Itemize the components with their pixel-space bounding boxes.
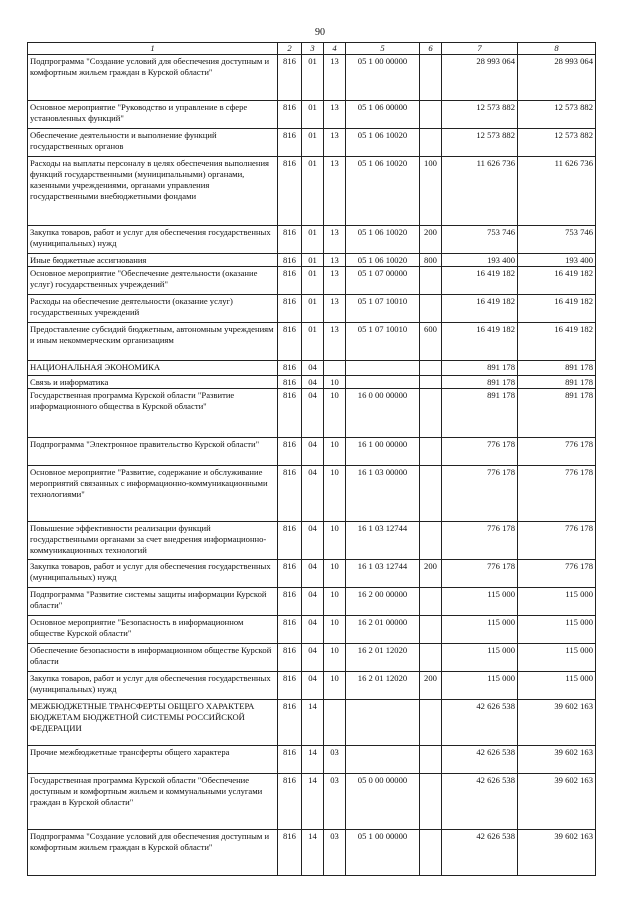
row-target-article: 16 1 03 00000: [346, 466, 420, 522]
row-section: 01: [302, 267, 324, 295]
page-number: 90: [315, 27, 325, 38]
row-code: 816: [278, 157, 302, 226]
row-section: 01: [302, 55, 324, 101]
table-row: [28, 774, 596, 830]
row-expense-type: [420, 774, 442, 830]
table-row: [28, 226, 596, 254]
row-expense-type: [420, 588, 442, 616]
row-subsection: 10: [324, 389, 346, 438]
table-row: [28, 560, 596, 588]
row-name: НАЦИОНАЛЬНАЯ ЭКОНОМИКА: [28, 361, 278, 376]
row-amount-2: 776 178: [518, 522, 596, 560]
row-amount-1: 28 993 064: [442, 55, 518, 101]
row-amount-2: 39 602 163: [518, 746, 596, 774]
row-target-article: 16 1 03 12744: [346, 560, 420, 588]
table-row: [28, 588, 596, 616]
row-code: 816: [278, 389, 302, 438]
row-subsection: [324, 700, 346, 746]
row-section: 14: [302, 830, 324, 876]
row-subsection: 13: [324, 295, 346, 323]
row-amount-2: 115 000: [518, 644, 596, 672]
row-section: 04: [302, 361, 324, 376]
row-target-article: 16 2 01 12020: [346, 644, 420, 672]
row-target-article: 05 1 00 00000: [346, 830, 420, 876]
table-row: [28, 466, 596, 522]
row-amount-2: 39 602 163: [518, 700, 596, 746]
row-target-article: 16 2 01 00000: [346, 616, 420, 644]
row-expense-type: 200: [420, 226, 442, 254]
table-row: [28, 129, 596, 157]
row-target-article: [346, 746, 420, 774]
column-header: 1: [28, 43, 278, 55]
row-section: 14: [302, 746, 324, 774]
column-header: 4: [324, 43, 346, 55]
row-name: Обеспечение деятельности и выполнение функций государственных органов: [28, 129, 278, 157]
row-expense-type: 600: [420, 323, 442, 361]
header-row: [28, 43, 596, 55]
row-name: Закупка товаров, работ и услуг для обеспечения государственных (муниципальных) нужд: [28, 226, 278, 254]
row-subsection: 13: [324, 101, 346, 129]
row-section: 04: [302, 438, 324, 466]
row-subsection: 03: [324, 830, 346, 876]
row-amount-1: 42 626 538: [442, 700, 518, 746]
table-row: [28, 389, 596, 438]
table-row: [28, 295, 596, 323]
row-subsection: 10: [324, 644, 346, 672]
row-target-article: 16 1 00 00000: [346, 438, 420, 466]
row-amount-1: 115 000: [442, 672, 518, 700]
row-target-article: 16 2 01 12020: [346, 672, 420, 700]
row-amount-1: 12 573 882: [442, 101, 518, 129]
row-expense-type: [420, 644, 442, 672]
row-code: 816: [278, 295, 302, 323]
row-subsection: 13: [324, 267, 346, 295]
row-amount-1: 193 400: [442, 254, 518, 267]
table-row: [28, 830, 596, 876]
row-target-article: 05 1 06 10020: [346, 254, 420, 267]
table-row: [28, 746, 596, 774]
row-expense-type: [420, 746, 442, 774]
table-row: [28, 157, 596, 226]
row-code: 816: [278, 830, 302, 876]
row-name: Государственная программа Курской области "Обеспечение доступным и комфортным жильем и коммунальными услугами граждан в Курской области": [28, 774, 278, 830]
column-header: 5: [346, 43, 420, 55]
row-name: Подпрограмма "Создание условий для обеспечения доступным и комфортным жильем граждан в Курской области": [28, 55, 278, 101]
row-amount-1: 115 000: [442, 644, 518, 672]
row-name: Основное мероприятие "Развитие, содержание и обслуживание мероприятий связанных с информационно-коммуникационными технологиями": [28, 466, 278, 522]
row-amount-2: 115 000: [518, 588, 596, 616]
row-expense-type: [420, 522, 442, 560]
row-amount-1: 16 419 182: [442, 267, 518, 295]
row-amount-2: 12 573 882: [518, 101, 596, 129]
row-expense-type: [420, 55, 442, 101]
row-amount-1: 891 178: [442, 389, 518, 438]
row-code: 816: [278, 267, 302, 295]
row-expense-type: [420, 830, 442, 876]
row-name: Связь и информатика: [28, 376, 278, 389]
column-header: 6: [420, 43, 442, 55]
table-row: [28, 254, 596, 267]
row-amount-2: 891 178: [518, 361, 596, 376]
row-expense-type: 100: [420, 157, 442, 226]
row-subsection: 10: [324, 588, 346, 616]
row-amount-1: 16 419 182: [442, 295, 518, 323]
row-target-article: 05 1 07 10010: [346, 323, 420, 361]
row-amount-2: 12 573 882: [518, 129, 596, 157]
row-target-article: [346, 700, 420, 746]
row-subsection: 10: [324, 616, 346, 644]
row-amount-2: 39 602 163: [518, 830, 596, 876]
row-section: 04: [302, 672, 324, 700]
row-code: 816: [278, 323, 302, 361]
row-subsection: 03: [324, 746, 346, 774]
row-target-article: 05 1 06 10020: [346, 129, 420, 157]
row-amount-1: 753 746: [442, 226, 518, 254]
row-subsection: 10: [324, 466, 346, 522]
row-code: 816: [278, 700, 302, 746]
row-target-article: 05 1 06 10020: [346, 157, 420, 226]
table-row: [28, 361, 596, 376]
table-row: [28, 700, 596, 746]
table-row: [28, 101, 596, 129]
row-target-article: [346, 376, 420, 389]
row-amount-2: 776 178: [518, 438, 596, 466]
row-code: 816: [278, 672, 302, 700]
row-amount-2: 891 178: [518, 376, 596, 389]
row-target-article: 05 1 07 10010: [346, 295, 420, 323]
row-expense-type: [420, 438, 442, 466]
row-code: 816: [278, 361, 302, 376]
row-expense-type: [420, 129, 442, 157]
row-section: 01: [302, 295, 324, 323]
row-subsection: 03: [324, 774, 346, 830]
row-name: Основное мероприятие "Безопасность в информационном обществе Курской области": [28, 616, 278, 644]
row-code: 816: [278, 438, 302, 466]
row-amount-1: 12 573 882: [442, 129, 518, 157]
row-code: 816: [278, 466, 302, 522]
row-section: 04: [302, 644, 324, 672]
budget-table: [27, 42, 596, 876]
row-code: 816: [278, 55, 302, 101]
row-subsection: 13: [324, 157, 346, 226]
row-amount-1: 891 178: [442, 376, 518, 389]
row-section: 04: [302, 376, 324, 389]
row-name: Предоставление субсидий бюджетным, автономным учреждениям и иным некоммерческим организациям: [28, 323, 278, 361]
row-expense-type: [420, 267, 442, 295]
row-amount-2: 16 419 182: [518, 323, 596, 361]
row-amount-1: 115 000: [442, 588, 518, 616]
row-amount-1: 776 178: [442, 438, 518, 466]
row-expense-type: [420, 389, 442, 438]
row-name: Расходы на выплаты персоналу в целях обеспечения выполнения функций государственными (муниципальными) органами, казенными учреждениями, органами управления государственными внебюджетными фондами: [28, 157, 278, 226]
row-code: 816: [278, 746, 302, 774]
row-expense-type: 800: [420, 254, 442, 267]
table-row: [28, 616, 596, 644]
row-amount-2: 776 178: [518, 560, 596, 588]
row-target-article: [346, 361, 420, 376]
row-amount-2: 39 602 163: [518, 774, 596, 830]
row-name: Основное мероприятие "Обеспечение деятельности (оказание услуг) государственных учреждений": [28, 267, 278, 295]
row-section: 01: [302, 101, 324, 129]
row-amount-1: 891 178: [442, 361, 518, 376]
table-row: [28, 55, 596, 101]
row-section: 01: [302, 254, 324, 267]
row-amount-2: 16 419 182: [518, 295, 596, 323]
row-code: 816: [278, 129, 302, 157]
row-code: 816: [278, 226, 302, 254]
row-amount-1: 42 626 538: [442, 746, 518, 774]
row-amount-1: 776 178: [442, 522, 518, 560]
row-target-article: 05 1 07 00000: [346, 267, 420, 295]
row-amount-2: 28 993 064: [518, 55, 596, 101]
row-code: 816: [278, 522, 302, 560]
row-code: 816: [278, 774, 302, 830]
row-section: 04: [302, 588, 324, 616]
row-expense-type: 200: [420, 560, 442, 588]
row-amount-1: 776 178: [442, 466, 518, 522]
row-section: 14: [302, 774, 324, 830]
row-expense-type: [420, 466, 442, 522]
row-amount-2: 776 178: [518, 466, 596, 522]
row-code: 816: [278, 644, 302, 672]
row-name: Подпрограмма "Электронное правительство Курской области": [28, 438, 278, 466]
table-row: [28, 672, 596, 700]
row-amount-1: 776 178: [442, 560, 518, 588]
row-code: 816: [278, 376, 302, 389]
row-expense-type: [420, 376, 442, 389]
row-subsection: 13: [324, 226, 346, 254]
row-name: МЕЖБЮДЖЕТНЫЕ ТРАНСФЕРТЫ ОБЩЕГО ХАРАКТЕРА БЮДЖЕТАМ БЮДЖЕТНОЙ СИСТЕМЫ РОССИЙСКОЙ ФЕДЕРАЦИИ: [28, 700, 278, 746]
row-name: Государственная программа Курской области "Развитие информационного общества в Курской области": [28, 389, 278, 438]
row-name: Подпрограмма "Развитие системы защиты информации Курской области": [28, 588, 278, 616]
row-amount-2: 115 000: [518, 616, 596, 644]
table-row: [28, 438, 596, 466]
row-target-article: 16 2 00 00000: [346, 588, 420, 616]
column-header: 2: [278, 43, 302, 55]
row-name: Прочие межбюджетные трансферты общего характера: [28, 746, 278, 774]
row-section: 04: [302, 522, 324, 560]
row-code: 816: [278, 588, 302, 616]
row-name: Повышение эффективности реализации функций государственными органами за счет внедрения информационно-коммуникационных технологий: [28, 522, 278, 560]
row-name: Закупка товаров, работ и услуг для обеспечения государственных (муниципальных) нужд: [28, 560, 278, 588]
row-amount-2: 891 178: [518, 389, 596, 438]
column-header: 7: [442, 43, 518, 55]
row-amount-1: 16 419 182: [442, 323, 518, 361]
row-section: 04: [302, 389, 324, 438]
row-subsection: 10: [324, 560, 346, 588]
row-subsection: 13: [324, 323, 346, 361]
row-code: 816: [278, 560, 302, 588]
row-subsection: [324, 361, 346, 376]
row-amount-1: 42 626 538: [442, 774, 518, 830]
row-name: Подпрограмма "Создание условий для обеспечения доступным и комфортным жильем граждан в Курской области": [28, 830, 278, 876]
row-code: 816: [278, 254, 302, 267]
row-subsection: 10: [324, 522, 346, 560]
row-name: Иные бюджетные ассигнования: [28, 254, 278, 267]
row-amount-2: 115 000: [518, 672, 596, 700]
row-section: 01: [302, 157, 324, 226]
row-subsection: 13: [324, 254, 346, 267]
column-header: 8: [518, 43, 596, 55]
row-amount-2: 16 419 182: [518, 267, 596, 295]
row-section: 01: [302, 226, 324, 254]
row-subsection: 10: [324, 438, 346, 466]
row-subsection: 13: [324, 55, 346, 101]
row-amount-2: 193 400: [518, 254, 596, 267]
row-amount-1: 115 000: [442, 616, 518, 644]
row-amount-2: 11 626 736: [518, 157, 596, 226]
row-section: 04: [302, 616, 324, 644]
table-row: [28, 522, 596, 560]
row-expense-type: [420, 101, 442, 129]
row-name: Расходы на обеспечение деятельности (оказание услуг) государственных учреждений: [28, 295, 278, 323]
row-section: 14: [302, 700, 324, 746]
row-target-article: 05 1 06 10020: [346, 226, 420, 254]
row-target-article: 05 1 06 00000: [346, 101, 420, 129]
row-expense-type: [420, 361, 442, 376]
row-subsection: 13: [324, 129, 346, 157]
row-code: 816: [278, 101, 302, 129]
row-expense-type: [420, 616, 442, 644]
row-section: 04: [302, 560, 324, 588]
row-amount-1: 11 626 736: [442, 157, 518, 226]
column-header: 3: [302, 43, 324, 55]
row-name: Основное мероприятие "Руководство и управление в сфере установленных функций": [28, 101, 278, 129]
table-row: [28, 376, 596, 389]
row-name: Закупка товаров, работ и услуг для обеспечения государственных (муниципальных) нужд: [28, 672, 278, 700]
row-subsection: 10: [324, 672, 346, 700]
row-target-article: 05 0 00 00000: [346, 774, 420, 830]
table-row: [28, 267, 596, 295]
row-name: Обеспечение безопасности в информационном обществе Курской области: [28, 644, 278, 672]
row-expense-type: 200: [420, 672, 442, 700]
row-code: 816: [278, 616, 302, 644]
row-amount-2: 753 746: [518, 226, 596, 254]
row-section: 01: [302, 129, 324, 157]
row-section: 01: [302, 323, 324, 361]
table-row: [28, 323, 596, 361]
row-expense-type: [420, 700, 442, 746]
table-row: [28, 644, 596, 672]
row-section: 04: [302, 466, 324, 522]
row-amount-1: 42 626 538: [442, 830, 518, 876]
row-expense-type: [420, 295, 442, 323]
row-target-article: 16 0 00 00000: [346, 389, 420, 438]
row-target-article: 16 1 03 12744: [346, 522, 420, 560]
row-subsection: 10: [324, 376, 346, 389]
row-target-article: 05 1 00 00000: [346, 55, 420, 101]
